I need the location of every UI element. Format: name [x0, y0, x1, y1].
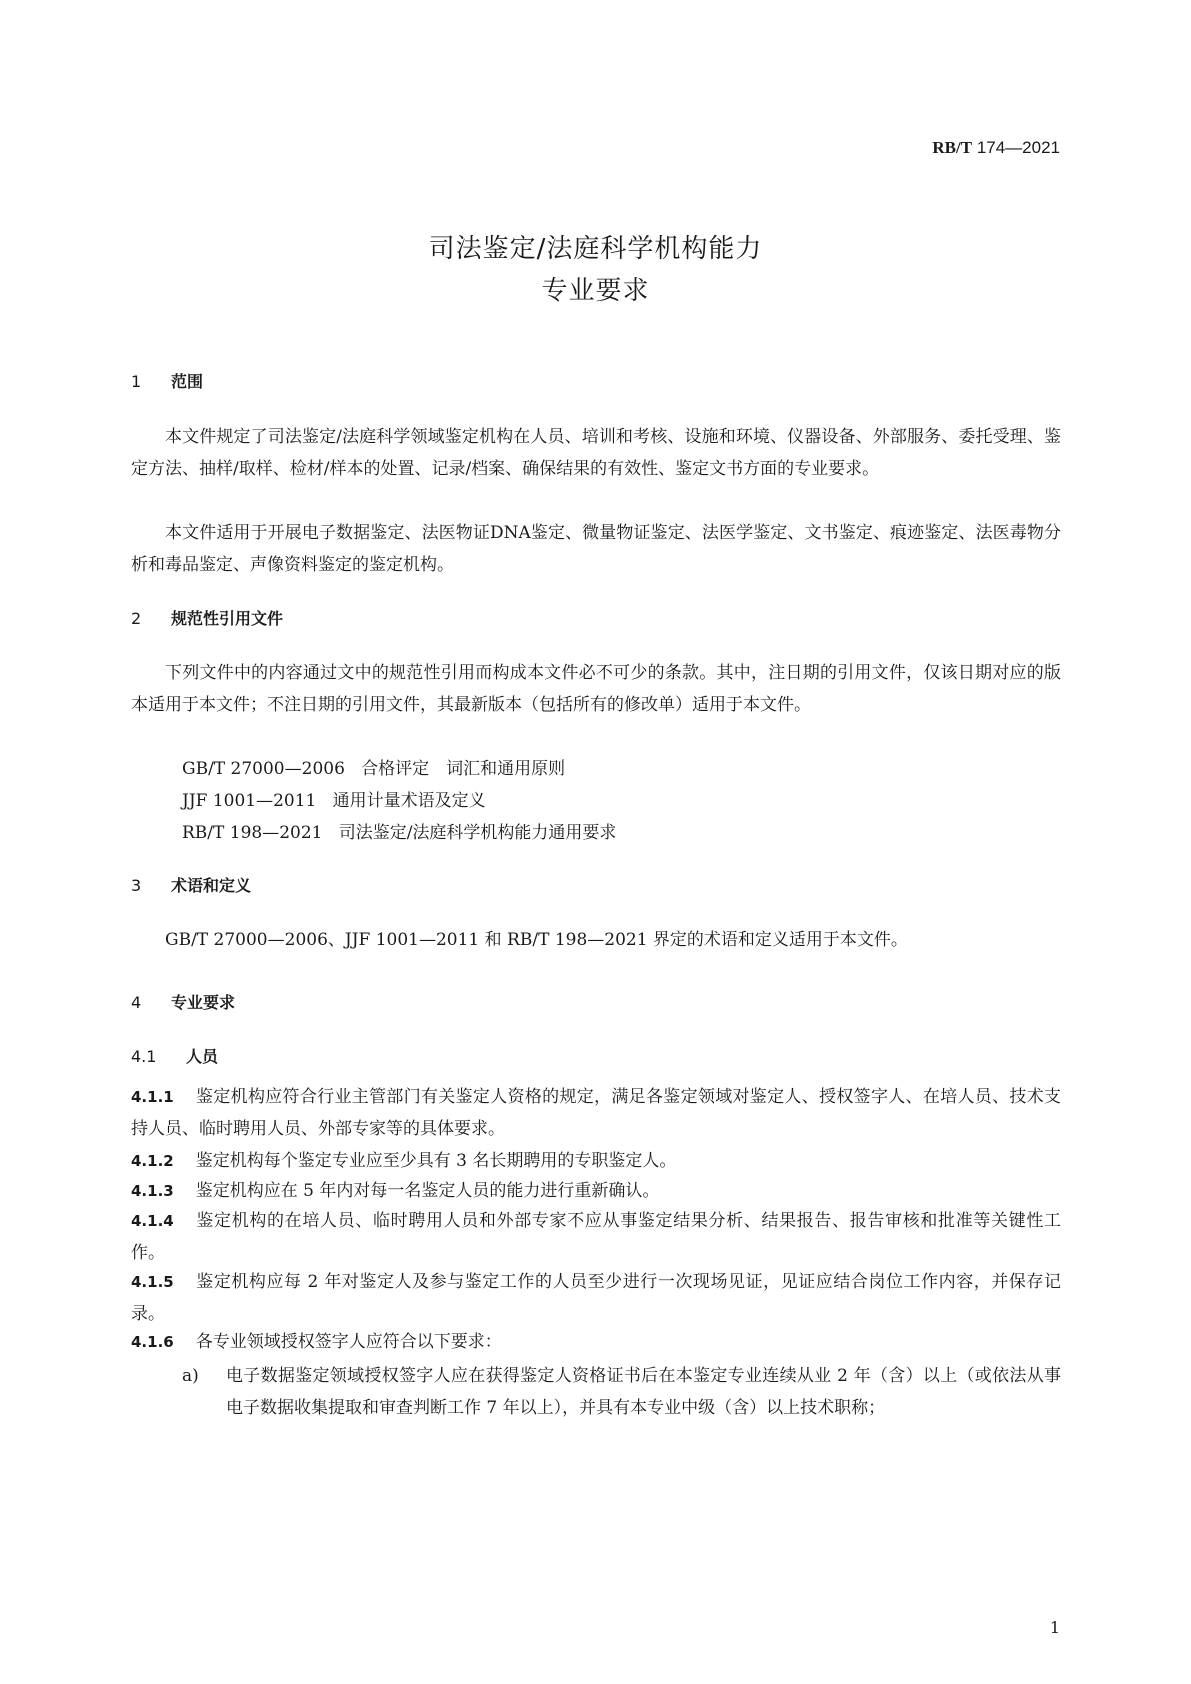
page-number: 1	[1049, 1618, 1060, 1637]
normative-reference: RB/T 198—2021 司法鉴定/法庭科学机构能力通用要求	[182, 823, 617, 843]
section-1-paragraph-1: 本文件规定了司法鉴定/法庭科学领域鉴定机构在人员、培训和考核、设施和环境、仪器设备、外部服务、委托受理、鉴定方法、抽样/取样、检材/样本的处置、记录/档案、确保结果的有效性、鉴定文书方面的专业要求。	[131, 427, 1061, 479]
clause-4-1-1: 4.1.1 鉴定机构应符合行业主管部门有关鉴定人资格的规定，满足各鉴定领域对鉴定人、授权签字人、在培人员、技术支持人员、临时聘用人员、外部专家等的具体要求。	[131, 1087, 1061, 1139]
normative-reference: GB/T 27000—2006 合格评定 词汇和通用原则	[182, 759, 566, 779]
normative-reference: JJF 1001—2011 通用计量术语及定义	[182, 791, 486, 811]
clause-4-1-6: 4.1.6 各专业领域授权签字人应符合以下要求：	[131, 1332, 502, 1352]
clause-4-1-4: 4.1.4 鉴定机构的在培人员、临时聘用人员和外部专家不应从事鉴定结果分析、结果报告、报告审核和批准等关键性工作。	[131, 1211, 1061, 1263]
section-4-1-heading: 4.1 人员	[131, 1047, 219, 1066]
clause-4-1-3: 4.1.3 鉴定机构应在 5 年内对每一名鉴定人员的能力进行重新确认。	[131, 1181, 660, 1201]
section-3-heading: 3 术语和定义	[131, 876, 252, 895]
document-title-line1: 司法鉴定/法庭科学机构能力	[428, 234, 763, 264]
list-item: a) 电子数据鉴定领域授权签字人应在获得鉴定人资格证书后在本鉴定专业连续从业 2 年（含）以上（或依法从事电子数据收集提取和审查判断工作 7 年以上），并具有本专业中级（含）以上技术职称；	[182, 1366, 1061, 1418]
section-4-heading: 4 专业要求	[131, 993, 236, 1012]
section-1-heading: 1 范围	[131, 372, 204, 391]
section-2-heading: 2 规范性引用文件	[131, 609, 284, 628]
clause-4-1-5: 4.1.5 鉴定机构应每 2 年对鉴定人及参与鉴定工作的人员至少进行一次现场见证，见证应结合岗位工作内容，并保存记录。	[131, 1272, 1061, 1324]
section-2-paragraph: 下列文件中的内容通过文中的规范性引用而构成本文件必不可少的条款。其中，注日期的引用文件，仅该日期对应的版本适用于本文件；不注日期的引用文件，其最新版本（包括所有的修改单）适用于本文件。	[131, 663, 1061, 715]
clause-4-1-2: 4.1.2 鉴定机构每个鉴定专业应至少具有 3 名长期聘用的专职鉴定人。	[131, 1151, 677, 1171]
standard-code: RB/T 174—2021	[932, 138, 1060, 157]
section-3-paragraph: GB/T 27000—2006、JJF 1001—2011 和 RB/T 198—2021 界定的术语和定义适用于本文件。	[165, 930, 908, 950]
section-1-paragraph-2: 本文件适用于开展电子数据鉴定、法医物证DNA鉴定、微量物证鉴定、法医学鉴定、文书鉴定、痕迹鉴定、法医毒物分析和毒品鉴定、声像资料鉴定的鉴定机构。	[131, 523, 1061, 575]
document-title-line2: 专业要求	[541, 276, 650, 306]
